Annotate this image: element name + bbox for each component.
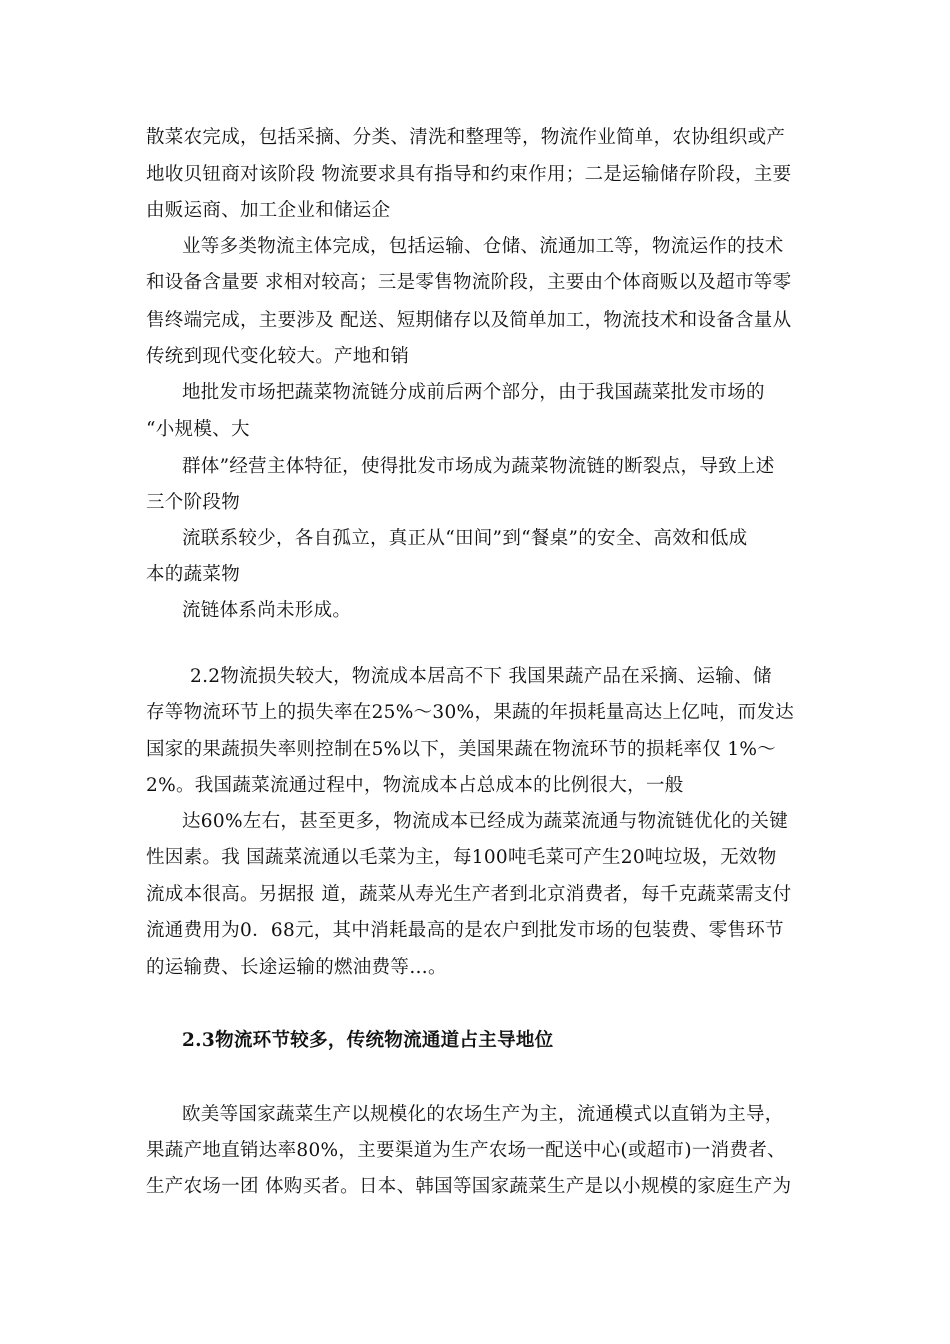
text-line: 流成本很高。另据报 道，蔬菜从寿光生产者到北京消费者，每千克蔬菜需支付 xyxy=(146,884,792,905)
text-line: 性因素。我 国蔬菜流通以毛菜为主，每100吨毛菜可产生20吨垃圾，无效物 xyxy=(146,847,777,868)
text-line: 和设备含量要 求相对较高；三是零售物流阶段，主要由个体商贩以及超市等零 xyxy=(146,272,792,293)
text-line: “小规模、大 xyxy=(146,419,250,440)
text-line: 流通费用为0．68元，其中消耗最高的是农户到批发市场的包装费、零售环节 xyxy=(146,920,784,941)
text-line: 的运输费、长途运输的燃油费等…。 xyxy=(146,957,447,978)
text-line: 国家的果蔬损失率则控制在5%以下，美国果蔬在物流环节的损耗率仅 1%～ xyxy=(146,739,777,760)
text-line: 本的蔬菜物 xyxy=(146,564,241,585)
text-line: 2%。我国蔬菜流通过程中，物流成本占总成本的比例很大，一般 xyxy=(146,775,684,796)
text-line: 生产农场一团 体购买者。日本、韩国等国家蔬菜生产是以小规模的家庭生产为 xyxy=(146,1176,792,1197)
text-line: 2.2物流损失较大，物流成本居高不下 我国果蔬产品在采摘、运输、储 xyxy=(190,666,772,687)
text-line: 果蔬产地直销达率80%，主要渠道为生产农场一配送中心(或超市)一消费者、 xyxy=(146,1140,786,1161)
text-line: 流链体系尚未形成。 xyxy=(182,600,352,621)
text-line: 达60%左右，甚至更多，物流成本已经成为蔬菜流通与物流链优化的关键 xyxy=(182,811,789,832)
text-line: 流联系较少，各自孤立，真正从“田间”到“餐桌”的安全、高效和低成 xyxy=(182,528,748,549)
text-line: 散菜农完成，包括采摘、分类、清洗和整理等，物流作业简单，农协组织或产 xyxy=(146,127,786,148)
text-line: 三个阶段物 xyxy=(146,492,241,513)
text-line: 欧美等国家蔬菜生产以规模化的农场生产为主，流通模式以直销为主导， xyxy=(182,1104,784,1125)
text-line: 售终端完成，主要涉及 配送、短期储存以及简单加工，物流技术和设备含量从 xyxy=(146,310,792,331)
text-line: 存等物流环节上的损失率在25%～30%，果蔬的年损耗量高达上亿吨，而发达 xyxy=(146,702,795,723)
section-heading: 2.3物流环节较多，传统物流通道占主导地位 xyxy=(182,1030,554,1051)
text-line: 由贩运商、加工企业和储运企 xyxy=(146,200,391,221)
text-line: 业等多类物流主体完成，包括运输、仓储、流通加工等，物流运作的技术 xyxy=(182,236,784,257)
text-line: 地收贝钮商对该阶段 物流要求具有指导和约束作用；二是运输储存阶段，主要 xyxy=(146,164,792,185)
text-line: 群体”经营主体特征，使得批发市场成为蔬菜物流链的断裂点，导致上述 xyxy=(182,456,775,477)
text-line: 地批发市场把蔬菜物流链分成前后两个部分，由于我国蔬菜批发市场的 xyxy=(182,382,765,403)
text-line: 传统到现代变化较大。产地和销 xyxy=(146,346,410,367)
